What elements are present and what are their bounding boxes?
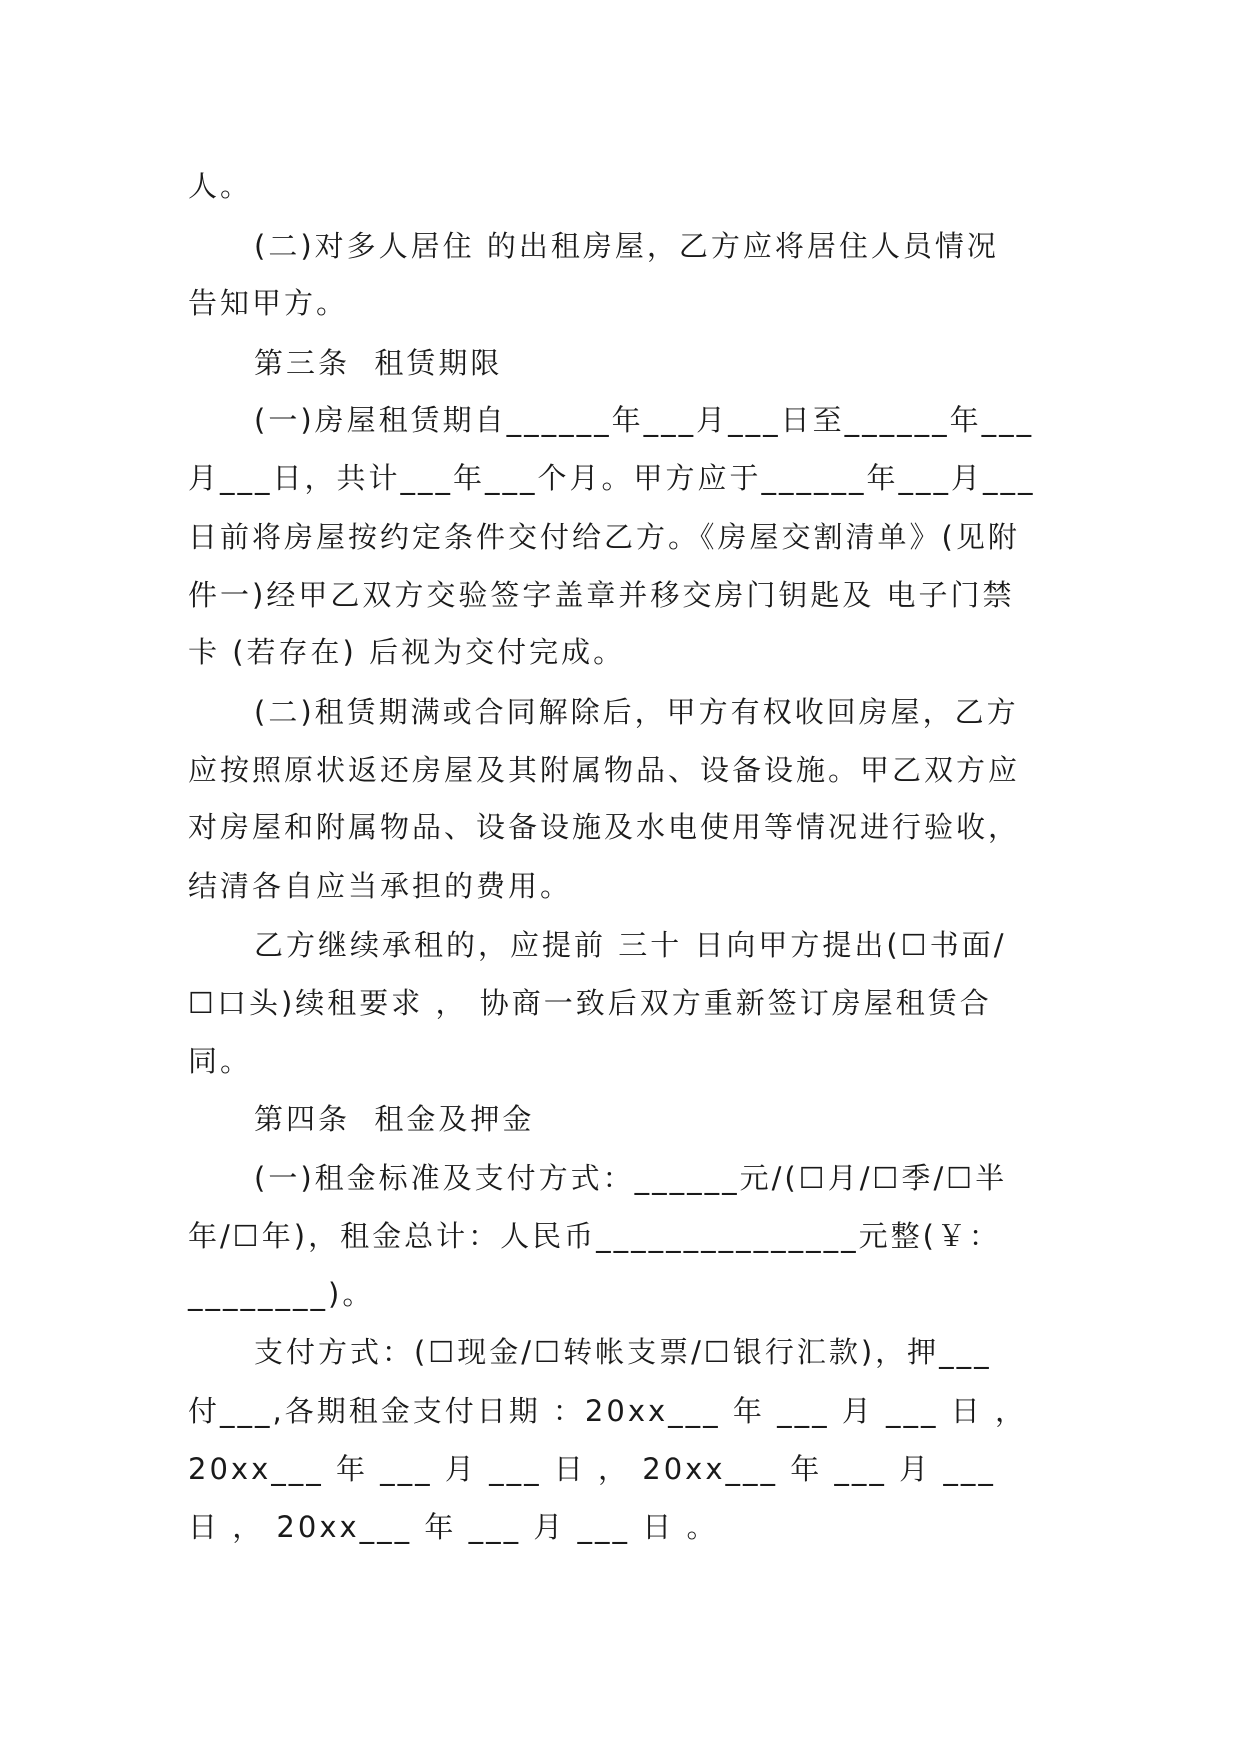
text-line: 月___日，共计___年___个月。甲方应于______年___月___ (188, 461, 1036, 495)
text-line: 告知甲方。 (188, 286, 349, 320)
text-line: 件一)经甲乙双方交验签字盖章并移交房门钥匙及 电子门禁 (188, 578, 1015, 612)
text-line: ________)。 (188, 1277, 375, 1311)
text-line: 付___,各期租金支付日期 ：20xx___ 年 ___ 月 ___ 日 ， (188, 1394, 1027, 1428)
text-line: 日 ， 20xx___ 年 ___ 月 ___ 日 。 (188, 1510, 719, 1544)
text-line: 年/☐年)，租金总计：人民币_______________元整(￥： (188, 1219, 1001, 1253)
text-line: 卡 (若存在) 后视为交付完成。 (188, 635, 626, 669)
text-line: 同。 (188, 1044, 253, 1078)
text-line: (一)租金标准及支付方式：______元/(☐月/☐季/☐半 (254, 1161, 1008, 1195)
text-line: (二)租赁期满或合同解除后，甲方有权收回房屋，乙方 (254, 695, 1019, 729)
text-line: 结清各自应当承担的费用。 (188, 869, 573, 903)
text-line: 日前将房屋按约定条件交付给乙方。《房屋交割清单》(见附 (188, 520, 1020, 554)
section-heading-article-3: 第三条 租赁期限 (254, 346, 503, 380)
text-line: 人。 (188, 169, 253, 203)
text-line: 应按照原状返还房屋及其附属物品、设备设施。甲乙双方应 (188, 753, 1021, 787)
text-line: 20xx___ 年 ___ 月 ___ 日 ， 20xx___ 年 ___ 月 ___ (188, 1452, 996, 1486)
text-line: 乙方继续承租的，应提前 三十 日向甲方提出(☐书面/ (254, 928, 1007, 962)
text-line: (一)房屋租赁期自______年___月___日至______年___ (254, 403, 1035, 437)
text-line: 支付方式：(☐现金/☐转帐支票/☐银行汇款)，押___ (254, 1335, 992, 1369)
text-line: (二)对多人居住 的出租房屋，乙方应将居住人员情况 (254, 229, 999, 263)
text-line: ☐口头)续租要求 ， 协商一致后双方重新签订房屋租赁合 (188, 986, 992, 1020)
text-line: 对房屋和附属物品、设备设施及水电使用等情况进行验收， (188, 810, 1021, 844)
section-heading-article-4: 第四条 租金及押金 (254, 1102, 535, 1136)
